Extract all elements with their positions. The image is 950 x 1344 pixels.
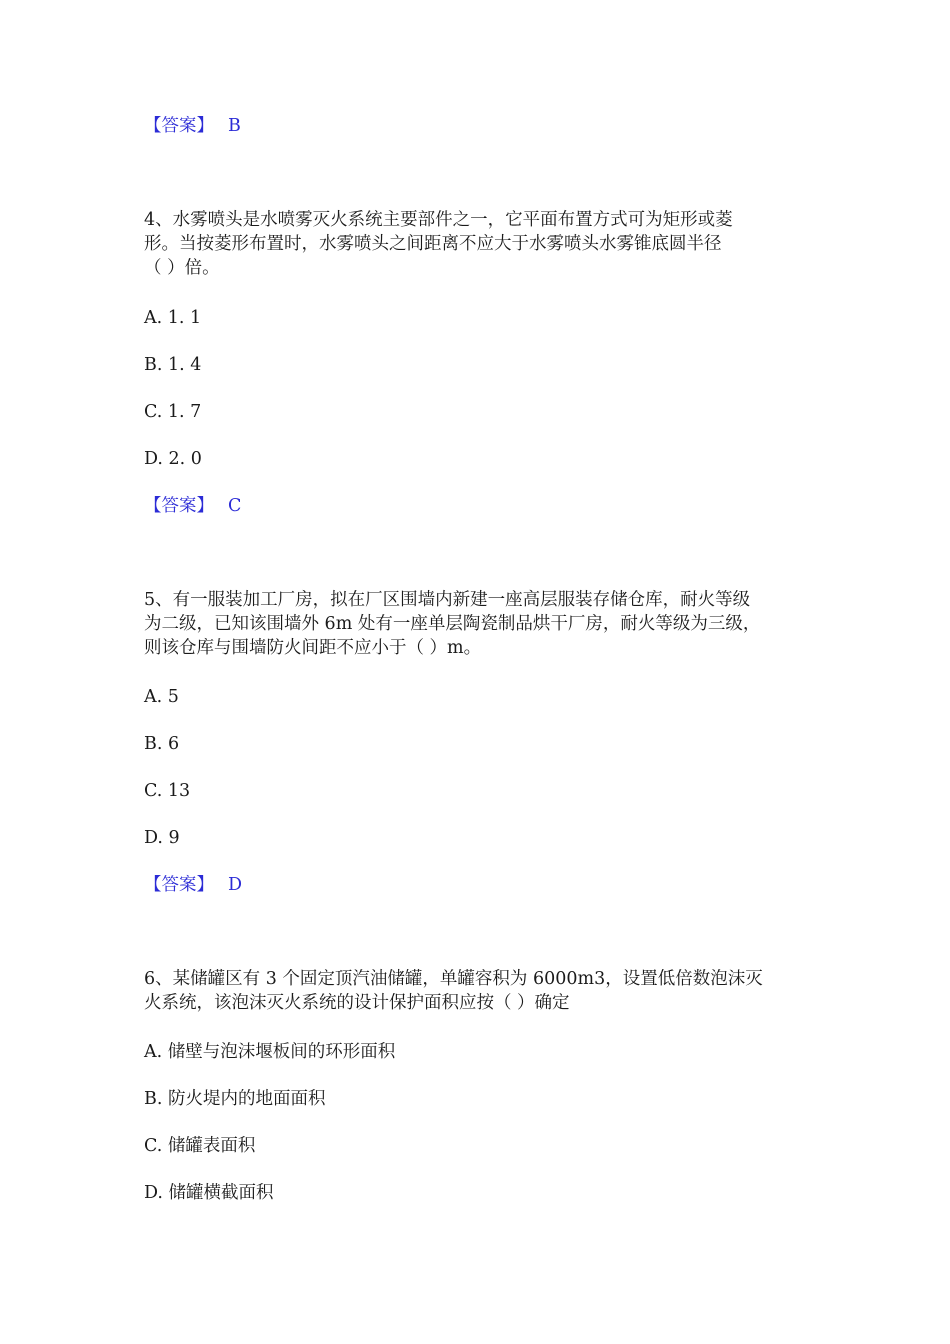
answer-line-q3 xyxy=(144,114,241,138)
question-6-text xyxy=(144,967,804,1015)
question-5-line-1: 5、有一服装加工厂房，拟在厂区围墙内新建一座高层服装存储仓库，耐火等级 xyxy=(144,590,751,610)
question-6-option-a: A. 储壁与泡沫堰板间的环形面积 xyxy=(144,1042,396,1062)
answer-line-q5 xyxy=(144,873,242,897)
question-4-line-1: 4、水雾喷头是水喷雾灭火系统主要部件之一，它平面布置方式可为矩形或菱 xyxy=(144,210,733,230)
question-6-option-d: D. 储罐横截面积 xyxy=(144,1183,274,1203)
question-5-line-2: 为二级，已知该围墙外 6m 处有一座单层陶瓷制品烘干厂房，耐火等级为三级， xyxy=(144,614,761,634)
question-5-option-b: B. 6 xyxy=(144,734,180,754)
question-5-option-d: D. 9 xyxy=(144,828,180,848)
question-4-line-2: 形。当按菱形布置时，水雾喷头之间距离不应大于水雾喷头水雾锥底圆半径 xyxy=(144,234,722,254)
answer-value: C xyxy=(228,496,242,516)
question-4-text xyxy=(144,208,804,280)
question-5-option-a: A. 5 xyxy=(144,687,179,707)
question-4-option-b: B. 1. 4 xyxy=(144,355,202,375)
question-4-option-d: D. 2. 0 xyxy=(144,449,202,469)
question-6-option-c: C. 储罐表面积 xyxy=(144,1136,256,1156)
question-4-line-3: （ ）倍。 xyxy=(144,258,220,278)
answer-value: B xyxy=(228,116,241,136)
question-4-option-c: C. 1. 7 xyxy=(144,402,202,422)
question-5-option-c: C. 13 xyxy=(144,781,191,801)
question-5-line-3: 则该仓库与围墙防火间距不应小于（ ）m。 xyxy=(144,638,482,658)
question-4-option-a: A. 1. 1 xyxy=(144,308,202,328)
answer-line-q4 xyxy=(144,494,241,518)
question-5-text xyxy=(144,588,804,660)
question-6-option-b: B. 防火堤内的地面面积 xyxy=(144,1089,326,1109)
answer-label: 【答案】 xyxy=(144,496,214,516)
answer-value: D xyxy=(228,875,243,895)
question-6-line-2: 火系统，该泡沫灭火系统的设计保护面积应按（ ）确定 xyxy=(144,993,570,1013)
answer-label: 【答案】 xyxy=(144,875,214,895)
answer-label: 【答案】 xyxy=(144,116,214,136)
question-6-line-1: 6、某储罐区有 3 个固定顶汽油储罐，单罐容积为 6000m3，设置低倍数泡沫灭 xyxy=(144,969,763,989)
